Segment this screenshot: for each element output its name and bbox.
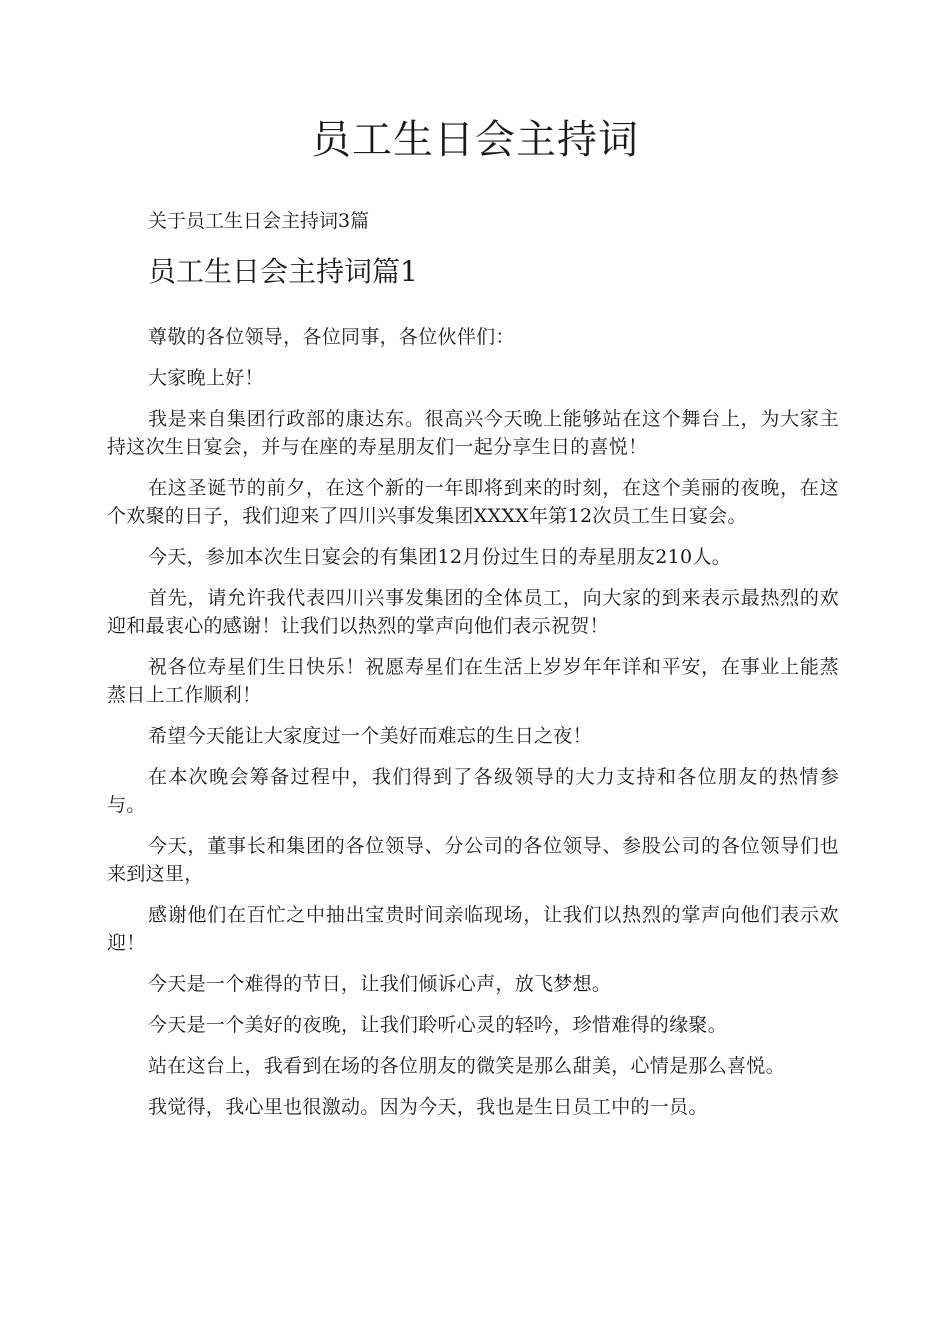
paragraph: 大家晚上好！ (148, 367, 264, 389)
section-heading: 员工生日会主持词篇1 (148, 255, 418, 288)
paragraph: 首先，请允许我代表四川兴事发集团的全体员工，向大家的到来表示最热烈的欢迎和最衷心的感谢！让我们以热烈的掌声向他们表示祝贺！ (107, 587, 839, 637)
paragraph: 今天，董事长和集团的各位领导、分公司的各位领导、参股公司的各位领导们也来到这里， (107, 835, 839, 885)
paragraph: 今天是一个美好的夜晚，让我们聆听心灵的轻吟，珍惜难得的缘聚。 (148, 1014, 728, 1036)
paragraph: 希望今天能让大家度过一个美好而难忘的生日之夜！ (148, 725, 592, 747)
document-body (107, 323, 839, 1134)
paragraph: 站在这台上，我看到在场的各位朋友的微笑是那么甜美，心情是那么喜悦。 (148, 1055, 785, 1077)
paragraph: 今天，参加本次生日宴会的有集团12月份过生日的寿星朋友210人。 (148, 546, 732, 568)
paragraph: 在这圣诞节的前夕，在这个新的一年即将到来的时刻，在这个美丽的夜晚，在这个欢聚的日子，我们迎来了四川兴事发集团XXXX年第12次员工生日宴会。 (107, 477, 839, 527)
document-title: 员工生日会主持词 (311, 117, 639, 163)
paragraph: 祝各位寿星们生日快乐！祝愿寿星们在生活上岁岁年年详和平安，在事业上能蒸蒸日上工作顺利！ (107, 656, 839, 706)
paragraph: 我觉得，我心里也很激动。因为今天，我也是生日员工中的一员。 (148, 1096, 708, 1118)
document-subtitle: 关于员工生日会主持词3篇 (148, 210, 370, 232)
paragraph: 感谢他们在百忙之中抽出宝贵时间亲临现场，让我们以热烈的掌声向他们表示欢迎！ (107, 904, 839, 954)
paragraph: 今天是一个难得的节日，让我们倾诉心声，放飞梦想。 (148, 973, 612, 995)
paragraph: 我是来自集团行政部的康达东。很高兴今天晚上能够站在这个舞台上，为大家主持这次生日宴会，并与在座的寿星朋友们一起分享生日的喜悦！ (107, 408, 839, 458)
paragraph: 尊敬的各位领导，各位同事，各位伙伴们： (148, 326, 515, 348)
paragraph: 在本次晚会筹备过程中，我们得到了各级领导的大力支持和各位朋友的热情参与。 (107, 766, 839, 816)
